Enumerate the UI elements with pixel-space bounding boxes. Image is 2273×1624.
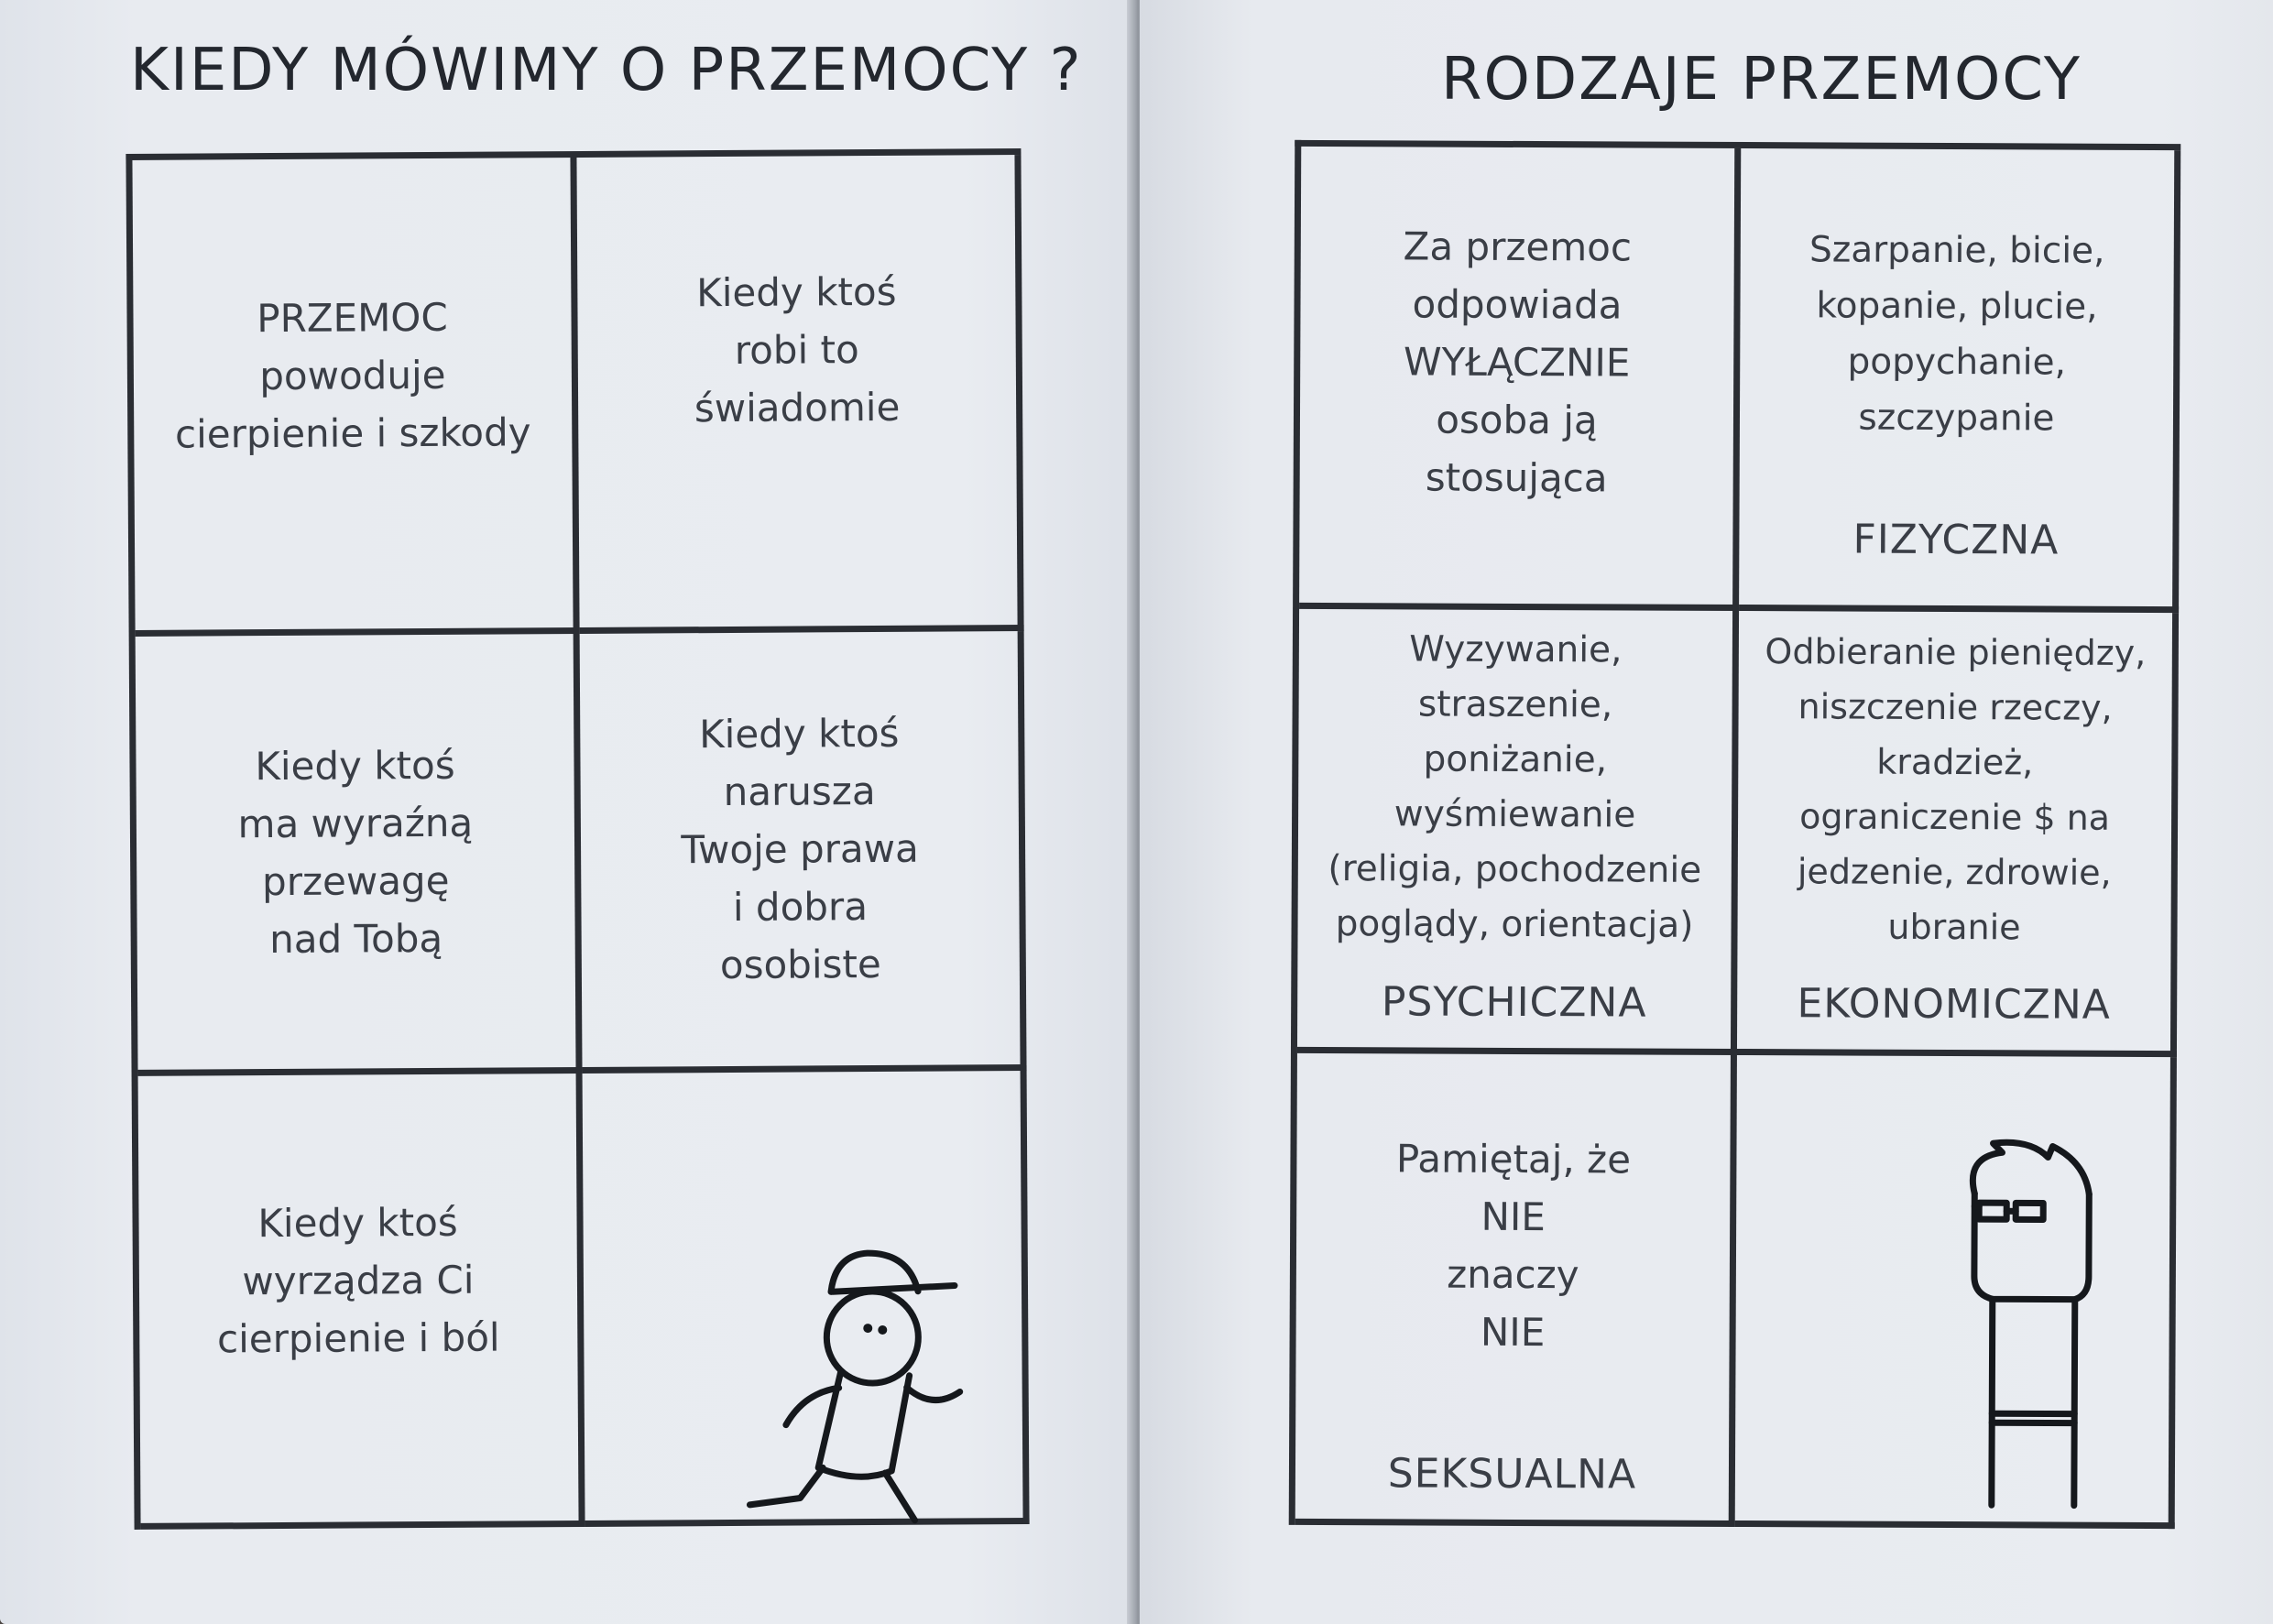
panel-rights <box>580 631 1027 1074</box>
left-page-title: KIEDY MÓWIMY O PRZEMOCY ? <box>130 37 1083 104</box>
panel-text: Wyzywanie, straszenie, poniżanie, wyśmiewanie (religia, pochodzenie poglądy, orientacja) <box>1328 628 1702 946</box>
panel-advantage <box>136 634 583 1076</box>
panel-sexual <box>1295 1053 1737 1527</box>
category-label: PSYCHICZNA <box>1381 978 1647 1027</box>
right-panel-grid <box>1289 140 2181 1529</box>
panel-physical <box>1739 148 2180 613</box>
panel-text: Pamiętaj, że NIE znaczy NIE <box>1395 1136 1632 1356</box>
left-page <box>0 0 1134 1624</box>
panel-text: Kiedy ktoś robi to świadomie <box>694 268 901 431</box>
panel-text: Kiedy ktoś narusza Twoje prawa i dobra osobiste <box>681 710 919 988</box>
right-page-title: RODZAJE PRZEMOCY <box>1441 46 2082 114</box>
category-label: FIZYCZNA <box>1852 516 2060 564</box>
panel-text: Odbieranie pieniędzy, niszczenie rzeczy, kradzież, ograniczenie $ na jedzenie, zdrowie, ubranie <box>1765 631 2147 948</box>
panel-text: Kiedy ktoś wyrządza Ci cierpienie i ból <box>216 1199 500 1361</box>
category-label: SEKSUALNA <box>1387 1450 1637 1499</box>
panel-text: Kiedy ktoś ma wyraźną przewagę nad Tobą <box>237 742 474 962</box>
panel-text: Szarpanie, bicie, kopanie, plucie, popychanie, szczypanie <box>1809 228 2105 440</box>
panel-consciously <box>576 155 1023 634</box>
left-panel-grid <box>126 148 1029 1530</box>
right-page <box>1140 0 2273 1624</box>
running-stick-figure-icon <box>730 1226 1007 1531</box>
panel-illustration-running <box>583 1071 1030 1527</box>
panel-economic <box>1737 611 2179 1057</box>
panel-text: Za przemoc odpowiada WYŁĄCZNIE osoba ją stosująca <box>1403 223 1633 500</box>
panel-responsibility <box>1299 147 1741 611</box>
standing-stick-figure-icon <box>1937 1139 2122 1524</box>
panel-psychological <box>1297 609 1739 1055</box>
panel-illustration-standing <box>1735 1055 2177 1529</box>
panel-definition <box>132 158 579 637</box>
category-label: EKONOMICZNA <box>1797 980 2111 1029</box>
panel-text: PRZEMOC powoduje cierpienie i szkody <box>174 294 531 457</box>
panel-suffering <box>138 1074 585 1530</box>
